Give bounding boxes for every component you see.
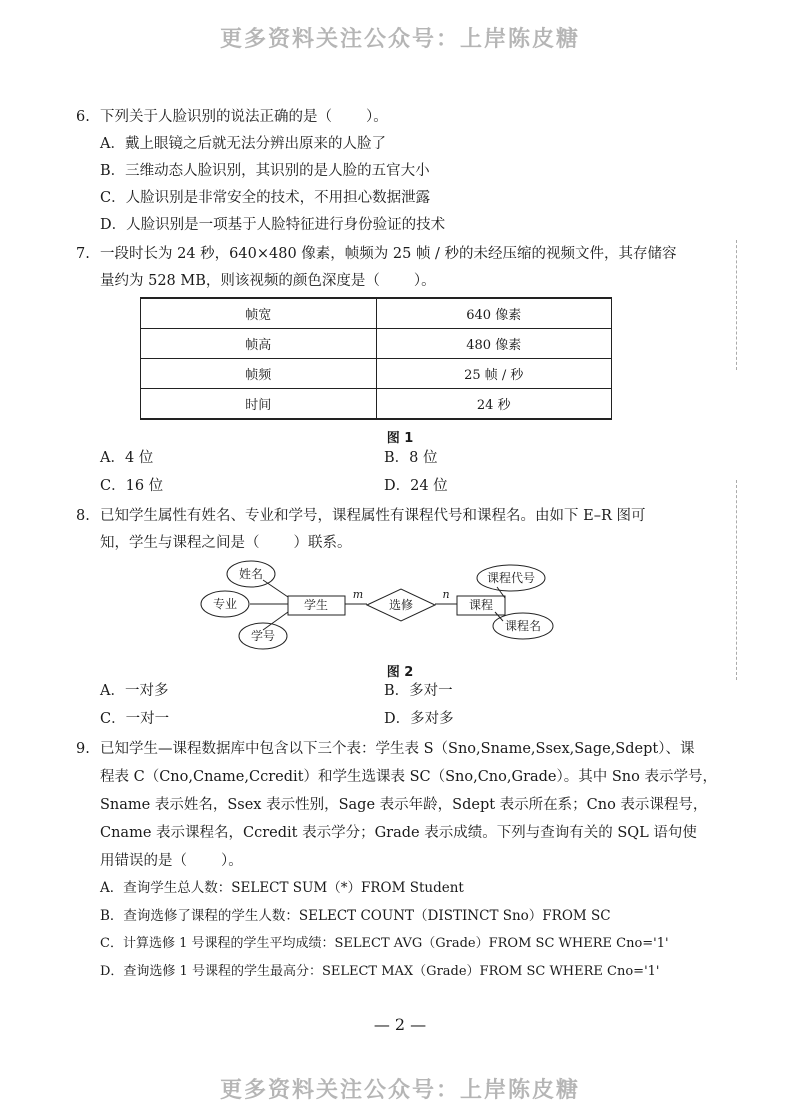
table-cell: 时间 bbox=[141, 389, 377, 420]
table-cell: 480 像素 bbox=[376, 329, 612, 359]
er-relation-enroll: 选修 bbox=[388, 598, 414, 612]
er-attr-course-name: 课程名 bbox=[504, 619, 542, 633]
q8-option-a: A．一对多 bbox=[100, 683, 169, 699]
table-row bbox=[141, 298, 612, 329]
q9-option-c: C．计算选修 1 号课程的学生平均成绩：SELECT AVG（Grade）FROM SC WHERE Cno='1' bbox=[100, 936, 669, 951]
q9-number: 9. bbox=[76, 741, 90, 757]
q9-option-d: D．查询选修 1 号课程的学生最高分：SELECT MAX（Grade）FROM SC WHERE Cno='1' bbox=[100, 964, 660, 979]
table-cell: 25 帧 / 秒 bbox=[376, 359, 612, 389]
q6-stem: 下列关于人脸识别的说法正确的是（ ）。 bbox=[100, 109, 388, 125]
q8-stem-line2: 知，学生与课程之间是（ ）联系。 bbox=[100, 535, 352, 551]
er-line bbox=[263, 612, 288, 630]
table-row bbox=[141, 329, 612, 359]
q8-option-d: D．多对多 bbox=[384, 711, 454, 727]
q6-number: 6. bbox=[76, 109, 90, 125]
scan-margin-line bbox=[736, 480, 737, 680]
er-entity-student: 学生 bbox=[303, 598, 329, 612]
q8-stem-line1: 已知学生属性有姓名、专业和学号，课程属性有课程代号和课程名。由如下 E–R 图可 bbox=[100, 508, 646, 524]
table-cell: 帧频 bbox=[141, 359, 377, 389]
q6-option-a: A．戴上眼镜之后就无法分辨出原来的人脸了 bbox=[100, 136, 386, 152]
q9-stem-line3: Sname 表示姓名，Ssex 表示性别，Sage 表示年龄，Sdept 表示所在系；Cno 表示课程号， bbox=[100, 797, 708, 813]
q9-option-b: B．查询选修了课程的学生人数：SELECT COUNT（DISTINCT Sno）FROM SC bbox=[100, 908, 611, 924]
er-attr-major: 专业 bbox=[212, 597, 238, 611]
q7-option-b: B．8 位 bbox=[384, 450, 438, 466]
watermark-footer: 更多资料关注公众号：上岸陈皮糖 bbox=[219, 1078, 580, 1103]
watermark-header: 更多资料关注公众号：上岸陈皮糖 bbox=[219, 27, 580, 52]
q6-option-c: C．人脸识别是非常安全的技术，不用担心数据泄露 bbox=[100, 190, 431, 206]
table-cell: 640 像素 bbox=[376, 298, 612, 329]
figure-2-caption: 图 2 bbox=[386, 665, 414, 680]
er-line bbox=[263, 580, 288, 597]
q9-stem-line1: 已知学生—课程数据库中包含以下三个表：学生表 S（Sno,Sname,Ssex,Sage,Sdept）、课 bbox=[100, 741, 695, 757]
q9-stem-line5: 用错误的是（ ）。 bbox=[100, 853, 243, 869]
q6-option-d: D．人脸识别是一项基于人脸特征进行身份验证的技术 bbox=[100, 217, 446, 233]
q7-table bbox=[140, 297, 612, 420]
er-entity-course: 课程 bbox=[468, 598, 494, 612]
q9-option-a: A．查询学生总人数：SELECT SUM（*）FROM Student bbox=[100, 880, 464, 896]
table-cell: 帧宽 bbox=[141, 298, 377, 329]
er-cardinality-n: n bbox=[442, 588, 450, 601]
q8-option-c: C．一对一 bbox=[100, 711, 170, 727]
scan-margin-line bbox=[736, 240, 737, 370]
figure-1-caption: 图 1 bbox=[386, 431, 414, 446]
table-row bbox=[141, 389, 612, 420]
er-diagram bbox=[195, 558, 565, 653]
q7-option-d: D．24 位 bbox=[384, 478, 448, 494]
q7-option-c: C．16 位 bbox=[100, 478, 164, 494]
table-cell: 24 秒 bbox=[376, 389, 612, 420]
q7-stem-line1: 一段时长为 24 秒，640×480 像素，帧频为 25 帧 / 秒的未经压缩的视频文件，其存储容 bbox=[100, 246, 677, 262]
table-cell: 帧高 bbox=[141, 329, 377, 359]
er-attr-student-id: 学号 bbox=[250, 629, 276, 643]
er-attr-name: 姓名 bbox=[238, 567, 264, 581]
q7-option-a: A．4 位 bbox=[100, 450, 154, 466]
q7-number: 7. bbox=[76, 246, 90, 262]
q6-option-b: B．三维动态人脸识别，其识别的是人脸的五官大小 bbox=[100, 163, 430, 179]
q8-number: 8. bbox=[76, 508, 90, 524]
er-attr-course-code: 课程代号 bbox=[486, 571, 536, 585]
q7-stem-line2: 量约为 528 MB，则该视频的颜色深度是（ ）。 bbox=[100, 273, 436, 289]
page-number: — 2 — bbox=[373, 1015, 427, 1034]
q8-option-b: B．多对一 bbox=[384, 683, 453, 699]
er-cardinality-m: m bbox=[352, 588, 364, 601]
table-row bbox=[141, 359, 612, 389]
q9-stem-line4: Cname 表示课程名，Ccredit 表示学分；Grade 表示成绩。下列与查询有关的 SQL 语句使 bbox=[100, 825, 697, 841]
q9-stem-line2: 程表 C（Cno,Cname,Ccredit）和学生选课表 SC（Sno,Cno,Grade）。其中 Sno 表示学号， bbox=[100, 769, 717, 785]
